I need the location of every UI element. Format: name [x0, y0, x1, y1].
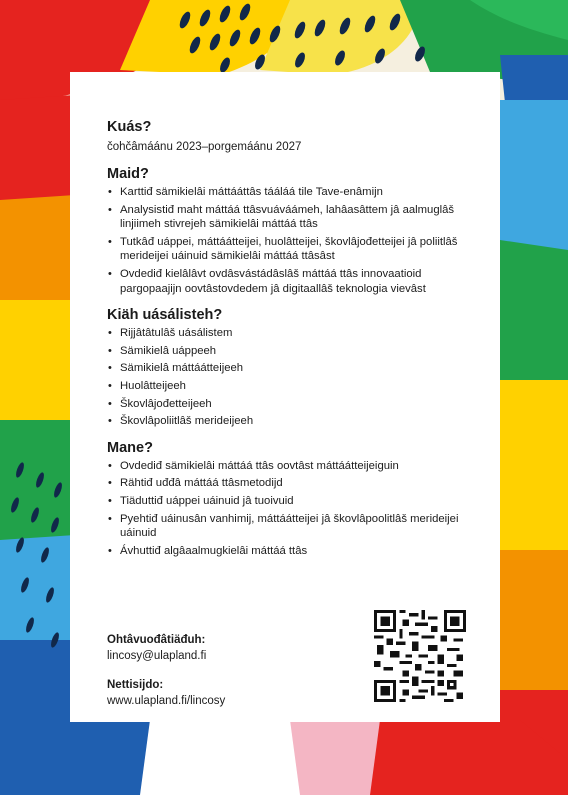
list-item: • Rähtiđ uđđâ máttáá ttâsmetodijd: [107, 476, 472, 491]
section-how-heading: Mane?: [107, 439, 153, 456]
list-item: • Škovlâjođetteijeeh: [107, 397, 472, 412]
list-item: • Pyehtiđ uáinusân vanhimij, máttáátteijei jâ škovlâpoolitlâš merideijei uáinuid: [107, 512, 472, 541]
web-label: Nettisijdo:: [107, 679, 164, 691]
list-item: • Ovdediđ kielâlâvt ovdâsvástádâslâš máttáá ttâs innovaatioid pargopaajijn oovtâstovdedem jâ digitaallâš teknologia vievâst: [107, 267, 472, 296]
list-item: • Tutkâđ uáppei, máttáátteijei, huolâtteijei, škovlâjođetteijei jâ poliitlâš merideijei uáinuid sämikielâi máttáá ttâsâst: [107, 235, 472, 264]
list-item: • Huolâtteijeeh: [107, 379, 472, 394]
section-who: [107, 306, 472, 429]
list-item: • Analysistiđ maht máttáá ttâsvuáváámeh, lahâasâttem jâ aalmuglâš linjiimeh stivrejeh sämikielâi máttáá ttâs: [107, 203, 472, 232]
list-item: • Rijjâtâtulâš uásálistem: [107, 326, 472, 341]
qr-code-icon[interactable]: [374, 610, 466, 702]
section-when-heading: Kuás?: [107, 119, 152, 135]
who-list: [107, 326, 472, 429]
list-item: • Sämikielâ máttáátteijeeh: [107, 361, 472, 376]
list-item: • Ávhuttiđ algâaalmugkielâi máttáá ttâs: [107, 544, 472, 559]
section-who-heading: Kiäh uásálisteh?: [107, 307, 223, 324]
contact-block: [107, 632, 225, 722]
email-label: Ohtâvuođâtiäđuh:: [107, 634, 206, 646]
section-how: [107, 439, 472, 559]
section-when: [107, 118, 472, 155]
list-item: • Tiäduttiđ uáppei uáinuid jâ tuoivuid: [107, 494, 472, 509]
section-what-heading: Maid?: [107, 166, 149, 182]
web-link[interactable]: www.ulapland.fi/lincosy: [107, 695, 226, 707]
what-list: [107, 185, 472, 296]
section-what: [107, 165, 472, 296]
email-link[interactable]: lincosy@ulapland.fi: [107, 650, 207, 662]
project-period: čohčâmáánu 2023–porgemáánu 2027: [107, 141, 302, 153]
info-card: [70, 72, 500, 722]
how-list: [107, 459, 472, 559]
list-item: • Sämikielâ uáppeeh: [107, 344, 472, 359]
list-item: • Karttiđ sämikielâi máttááttâs tááláá tile Tave-enâmijn: [107, 185, 472, 200]
list-item: • Ovdediđ sämikielâi máttáá ttâs oovtâst máttáátteijeiguin: [107, 459, 472, 474]
list-item: • Škovlâpoliitlâš merideijeeh: [107, 414, 472, 429]
